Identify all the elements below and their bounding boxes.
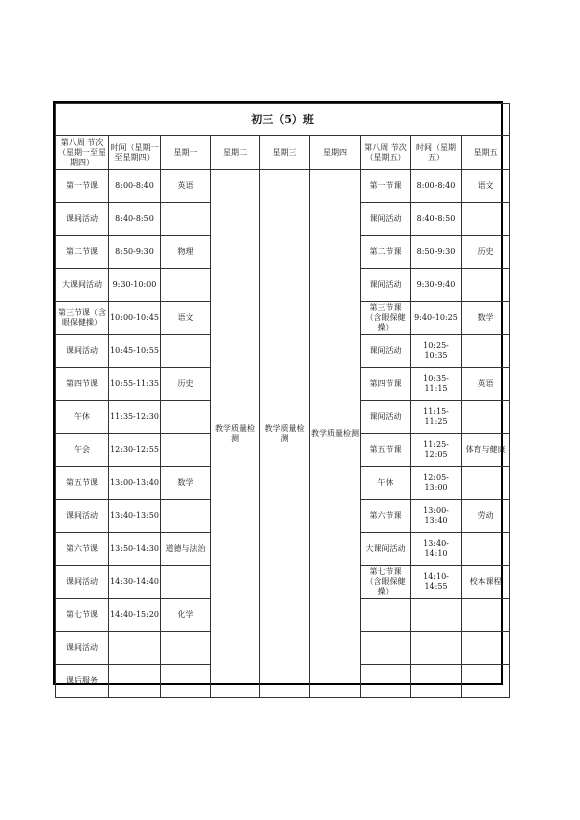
right-time-cell <box>411 665 462 698</box>
monday-cell: 化学 <box>161 599 211 632</box>
right-time-cell: 8:00-8:40 <box>411 170 462 203</box>
left-time-cell <box>109 632 161 665</box>
timetable <box>53 101 506 685</box>
right-period-cell: 第二节课 <box>361 236 411 269</box>
left-period-cell: 课间活动 <box>56 203 109 236</box>
left-period-cell: 第二节课 <box>56 236 109 269</box>
left-period-cell: 课间活动 <box>56 500 109 533</box>
friday-cell: 数学 <box>462 302 510 335</box>
monday-cell: 历史 <box>161 368 211 401</box>
monday-cell <box>161 401 211 434</box>
right-time-cell: 8:40-8:50 <box>411 203 462 236</box>
merged-wed-cell: 教学质量检测 <box>260 170 310 698</box>
friday-cell <box>462 665 510 698</box>
left-time-cell: 11:35-12:30 <box>109 401 161 434</box>
monday-cell: 物理 <box>161 236 211 269</box>
left-period-cell: 第四节课 <box>56 368 109 401</box>
right-time-cell: 10:35-11:15 <box>411 368 462 401</box>
left-time-cell: 14:40-15:20 <box>109 599 161 632</box>
friday-cell: 历史 <box>462 236 510 269</box>
header-right-period: 第八周 节次（星期五） <box>361 136 411 170</box>
friday-cell: 体育与健康 <box>462 434 510 467</box>
left-time-cell: 8:00-8:40 <box>109 170 161 203</box>
right-period-cell: 课间活动 <box>361 335 411 368</box>
right-period-cell <box>361 599 411 632</box>
left-time-cell: 12:30-12:55 <box>109 434 161 467</box>
friday-cell: 语文 <box>462 170 510 203</box>
monday-cell <box>161 335 211 368</box>
schedule-table <box>55 103 510 698</box>
friday-cell <box>462 335 510 368</box>
left-period-cell: 午休 <box>56 401 109 434</box>
header-left-time: 时间（星期一至星期四） <box>109 136 161 170</box>
right-time-cell: 12:05-13:00 <box>411 467 462 500</box>
right-period-cell: 第一节课 <box>361 170 411 203</box>
monday-cell: 英语 <box>161 170 211 203</box>
monday-cell <box>161 500 211 533</box>
right-period-cell: 大课间活动 <box>361 533 411 566</box>
left-time-cell: 14:30-14:40 <box>109 566 161 599</box>
monday-cell <box>161 566 211 599</box>
friday-cell <box>462 467 510 500</box>
monday-cell: 数学 <box>161 467 211 500</box>
monday-cell: 道德与法治 <box>161 533 211 566</box>
right-period-cell: 课间活动 <box>361 269 411 302</box>
friday-cell <box>462 533 510 566</box>
friday-cell <box>462 401 510 434</box>
monday-cell <box>161 665 211 698</box>
friday-cell <box>462 269 510 302</box>
merged-tue-cell: 教学质量检测 <box>211 170 260 698</box>
right-period-cell: 午休 <box>361 467 411 500</box>
right-period-cell: 课间活动 <box>361 401 411 434</box>
header-left-period: 第八周 节次（星期一至星期四） <box>56 136 109 170</box>
friday-cell: 校本课程 <box>462 566 510 599</box>
left-period-cell: 课间活动 <box>56 335 109 368</box>
header-wednesday: 星期三 <box>260 136 310 170</box>
left-period-cell: 课后服务 <box>56 665 109 698</box>
left-period-cell: 课间活动 <box>56 566 109 599</box>
left-time-cell: 10:00-10:45 <box>109 302 161 335</box>
left-period-cell: 第六节课 <box>56 533 109 566</box>
friday-cell <box>462 203 510 236</box>
header-thursday: 星期四 <box>310 136 361 170</box>
right-time-cell <box>411 599 462 632</box>
right-period-cell <box>361 632 411 665</box>
right-time-cell: 8:50-9:30 <box>411 236 462 269</box>
right-period-cell: 课间活动 <box>361 203 411 236</box>
monday-cell <box>161 632 211 665</box>
left-period-cell: 第三节课（含眼保健操） <box>56 302 109 335</box>
left-time-cell: 9:30-10:00 <box>109 269 161 302</box>
right-period-cell: 第三节课（含眼保健操） <box>361 302 411 335</box>
left-time-cell: 13:50-14:30 <box>109 533 161 566</box>
right-time-cell <box>411 632 462 665</box>
friday-cell: 劳动 <box>462 500 510 533</box>
right-period-cell: 第四节课 <box>361 368 411 401</box>
left-time-cell: 13:40-13:50 <box>109 500 161 533</box>
right-time-cell: 11:25-12:05 <box>411 434 462 467</box>
right-time-cell: 9:40-10:25 <box>411 302 462 335</box>
header-monday: 星期一 <box>161 136 211 170</box>
right-time-cell: 14:10-14:55 <box>411 566 462 599</box>
right-period-cell: 第五节课 <box>361 434 411 467</box>
friday-cell: 英语 <box>462 368 510 401</box>
left-period-cell: 第一节课 <box>56 170 109 203</box>
left-period-cell: 第五节课 <box>56 467 109 500</box>
left-period-cell: 课间活动 <box>56 632 109 665</box>
header-friday: 星期五 <box>462 136 510 170</box>
merged-thu-cell: 教学质量检测 <box>310 170 361 698</box>
left-time-cell: 8:40-8:50 <box>109 203 161 236</box>
left-period-cell: 大课间活动 <box>56 269 109 302</box>
class-title: 初三（5）班 <box>56 104 510 136</box>
friday-cell <box>462 632 510 665</box>
friday-cell <box>462 599 510 632</box>
left-time-cell: 10:45-10:55 <box>109 335 161 368</box>
left-time-cell: 10:55-11:35 <box>109 368 161 401</box>
left-time-cell: 8:50-9:30 <box>109 236 161 269</box>
left-period-cell: 第七节课 <box>56 599 109 632</box>
header-right-time: 时间（星期五） <box>411 136 462 170</box>
header-row <box>56 136 510 170</box>
left-time-cell: 13:00-13:40 <box>109 467 161 500</box>
table-row <box>56 170 510 203</box>
left-period-cell: 午会 <box>56 434 109 467</box>
right-period-cell <box>361 665 411 698</box>
right-time-cell: 13:40-14:10 <box>411 533 462 566</box>
right-time-cell: 11:15-11:25 <box>411 401 462 434</box>
right-period-cell: 第六节课 <box>361 500 411 533</box>
monday-cell <box>161 269 211 302</box>
monday-cell <box>161 203 211 236</box>
left-time-cell <box>109 665 161 698</box>
monday-cell <box>161 434 211 467</box>
header-tuesday: 星期二 <box>211 136 260 170</box>
right-time-cell: 13:00-13:40 <box>411 500 462 533</box>
right-time-cell: 9:30-9:40 <box>411 269 462 302</box>
monday-cell: 语文 <box>161 302 211 335</box>
right-period-cell: 第七节课（含眼保健操） <box>361 566 411 599</box>
right-time-cell: 10:25-10:35 <box>411 335 462 368</box>
